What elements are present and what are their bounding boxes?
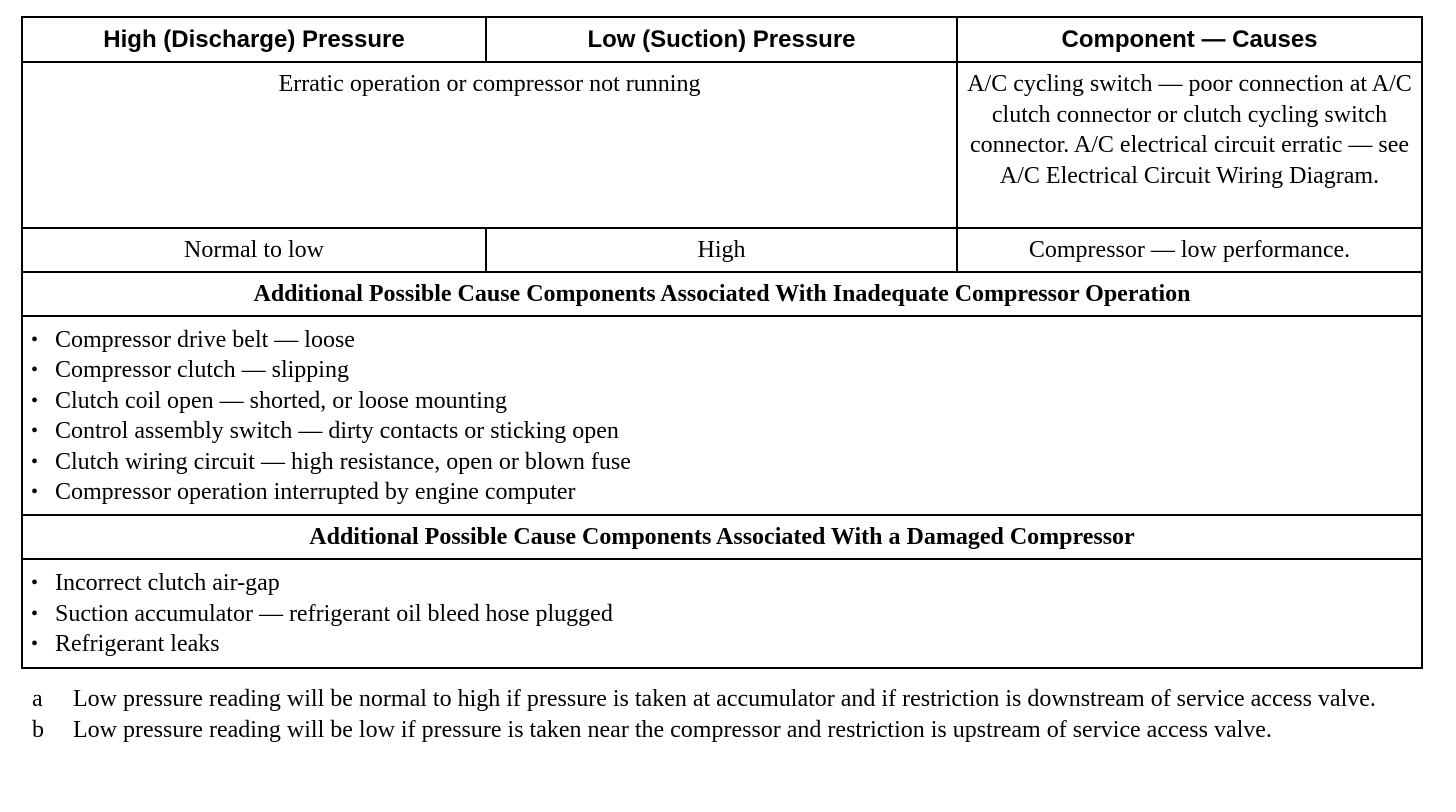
list-item-text: Compressor drive belt — loose <box>55 327 355 353</box>
list-item-text: Refrigerant leaks <box>55 631 220 658</box>
list-item-text: Compressor clutch — slipping <box>55 357 349 384</box>
section-title-inadequate-operation: Additional Possible Cause Components Associated With Inadequate Compressor Operation <box>22 272 1422 316</box>
bullet-icon: • <box>31 359 39 382</box>
list-item <box>31 386 1421 416</box>
bullet-icon: • <box>31 329 39 351</box>
section-title-damaged-compressor: Additional Possible Cause Components Associated With a Damaged Compressor <box>22 515 1422 559</box>
list-item-text: Control assembly switch — dirty contacts or sticking open <box>55 418 619 445</box>
list-item <box>31 599 1421 629</box>
header-component-causes: Component — Causes <box>957 17 1422 62</box>
cause-compressor-text: Compressor — low performance. <box>1028 237 1351 263</box>
section-list-cell <box>22 316 1422 515</box>
list-item <box>31 325 1421 355</box>
bullet-icon: • <box>31 389 39 412</box>
cause-cell <box>957 228 1422 272</box>
table-row <box>22 62 1422 228</box>
list-item-text: Suction accumulator — refrigerant oil bleed hose plugged <box>55 600 613 627</box>
footnotes <box>32 684 1422 745</box>
list-item-text: Incorrect clutch air-gap <box>55 570 280 597</box>
section-list-cell <box>22 559 1422 667</box>
symptom-erratic-text: Erratic operation or compressor not running <box>278 71 701 97</box>
list-item <box>31 568 1421 598</box>
section-title-row <box>22 515 1422 559</box>
footnote-mark: a <box>32 686 43 712</box>
table-row <box>22 228 1422 272</box>
footnote-a <box>32 684 1422 715</box>
section-title-row <box>22 272 1422 316</box>
list-item <box>31 355 1421 385</box>
bullet-icon: • <box>31 420 39 443</box>
list-item-text: Compressor operation interrupted by engine computer <box>55 479 576 506</box>
list-item <box>31 447 1421 477</box>
bullet-icon: • <box>31 481 39 504</box>
footnote-text: Low pressure reading will be low if pressure is taken near the compressor and restriction is upstream of service access valve. <box>73 716 1272 743</box>
footnote-b <box>32 715 1422 746</box>
header-high-pressure: High (Discharge) Pressure <box>22 17 486 62</box>
bullet-icon: • <box>31 602 39 625</box>
footnote-mark: b <box>32 716 44 743</box>
list-item <box>31 629 1421 659</box>
list-item-text: Clutch coil open — shorted, or loose mounting <box>55 387 507 414</box>
bullet-icon: • <box>31 633 39 656</box>
low-pressure-cell <box>486 228 957 272</box>
bullet-list-inadequate-operation <box>23 317 1421 514</box>
high-pressure-value: Normal to low <box>184 237 324 263</box>
header-low-pressure: Low (Suction) Pressure <box>486 17 957 62</box>
cause-cycling-switch-text: A/C cycling switch — poor connection at A/C clutch connector or clutch cycling switch connector. A/C electrical circuit erratic — see A/C Electrical Circuit Wiring Diagram. <box>967 71 1412 189</box>
bullet-icon: • <box>31 572 39 595</box>
section-list-row <box>22 559 1422 667</box>
low-pressure-value: High <box>697 237 746 263</box>
footnote-text: Low pressure reading will be normal to high if pressure is taken at accumulator and if restriction is downstream of service access valve. <box>73 686 1376 712</box>
bullet-list-damaged-compressor <box>23 560 1421 666</box>
bullet-icon: • <box>31 450 39 473</box>
section-list-row <box>22 316 1422 515</box>
list-item-text: Clutch wiring circuit — high resistance, open or blown fuse <box>55 448 631 475</box>
cause-cell <box>957 62 1422 228</box>
list-item <box>31 477 1421 507</box>
symptom-cell-merged <box>22 62 957 228</box>
list-item <box>31 416 1421 446</box>
diagnosis-table <box>21 16 1423 669</box>
table-header-row <box>22 17 1422 62</box>
high-pressure-cell <box>22 228 486 272</box>
